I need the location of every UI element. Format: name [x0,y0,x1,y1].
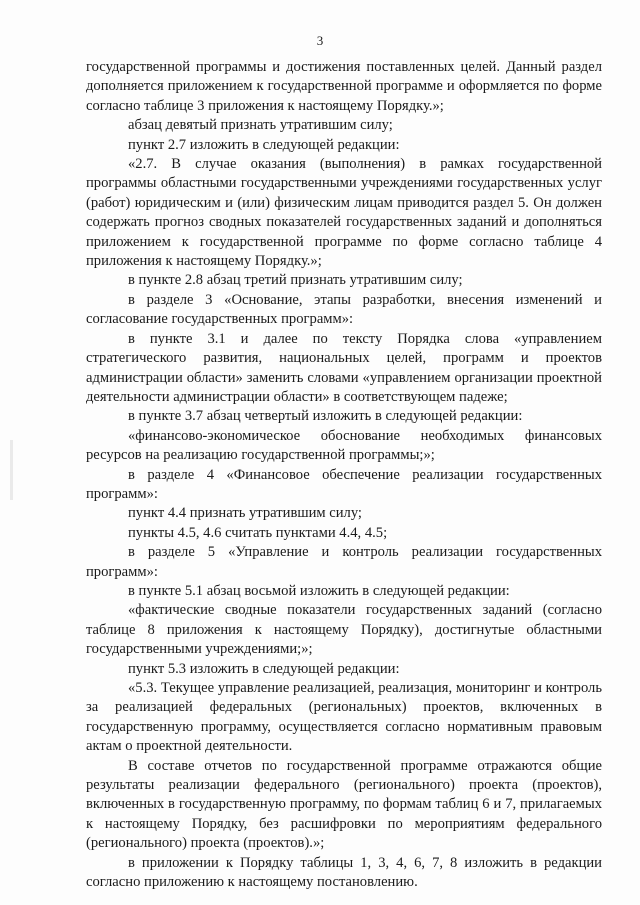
paragraph-19: в приложении к Порядку таблицы 1, 3, 4, 6, 7, 8 изложить в редакции согласно приложению к настоящему постановлению. [86,854,602,891]
paragraph-14: в пункте 5.1 абзац восьмой изложить в следующей редакции: [128,582,510,599]
paragraph-10: в разделе 4 «Финансовое обеспечение реализации государственных программ»: [86,466,602,502]
paragraph-7: в пункте 3.1 и далее по тексту Порядка слова «управлением стратегического развития, национальных целей, программ и проектов администрации области» заменить словами «управлением организации проектной деятельности администрации области» в соответствующем падеже; [86,330,602,405]
paragraph-5: в пункте 2.8 абзац третий признать утратившим силу; [128,272,463,289]
paragraph-11: пункт 4.4 признать утратившим силу; [128,505,362,522]
paragraph-15: «фактические сводные показатели государственных заданий (согласно таблице 8 приложения к настоящему Порядку), достигнутые областными государственными учреждениями;»; [86,602,602,658]
paragraph-8: в пункте 3.7 абзац четвертый изложить в следующей редакции: [128,408,523,425]
paragraph-9: «финансово-экономическое обоснование необходимых финансовых ресурсов на реализацию государственной программы;»; [86,427,602,464]
scan-margin-mark [10,440,13,500]
document-body [86,58,602,892]
paragraph-17: «5.3. Текущее управление реализацией, реализация, мониторинг и контроль за реализацией федеральных (региональных) проектов, включенных в государственную программу, осуществляется согласно нормативным правовым актам о проектной деятельности. [86,680,602,755]
paragraph-6: в разделе 3 «Основание, этапы разработки, внесения изменений и согласование государственных программ»: [86,291,602,328]
paragraph-16: пункт 5.3 изложить в следующей редакции: [128,660,400,677]
paragraph-4: «2.7. В случае оказания (выполнения) в рамках государственной программы областными государственными учреждениями государственных услуг (работ) юридическим и (или) физическим лицам приводится раздел 5. Он должен содержать прогноз сводных показателей государственных заданий и дополняться приложением к государственной программе по форме согласно таблице 4 приложения к настоящему Порядку.»; [86,156,602,270]
paragraph-3: пункт 2.7 изложить в следующей редакции: [128,136,400,153]
paragraph-13: в разделе 5 «Управление и контроль реализации государственных программ»: [86,544,602,580]
page-number: 3 [316,33,324,48]
paragraph-1: государственной программы и достижения поставленных целей. Данный раздел дополняется приложением к государственной программе и оформляется по форме согласно таблице 3 приложения к настоящему Порядку.»; [86,59,602,114]
paragraph-18: В составе отчетов по государственной программе отражаются общие результаты реализации федерального (регионального) проекта (проектов), включенных в государственную программу, по формам таблиц 6 и 7, прилагаемых к настоящему Порядку, без расшифровки по мероприятиям федерального (регионального) проекта (проектов).»; [86,757,602,852]
paragraph-12: пункты 4.5, 4.6 считать пунктами 4.4, 4.5; [128,524,388,541]
paragraph-2: абзац девятый признать утратившим силу; [128,117,393,134]
